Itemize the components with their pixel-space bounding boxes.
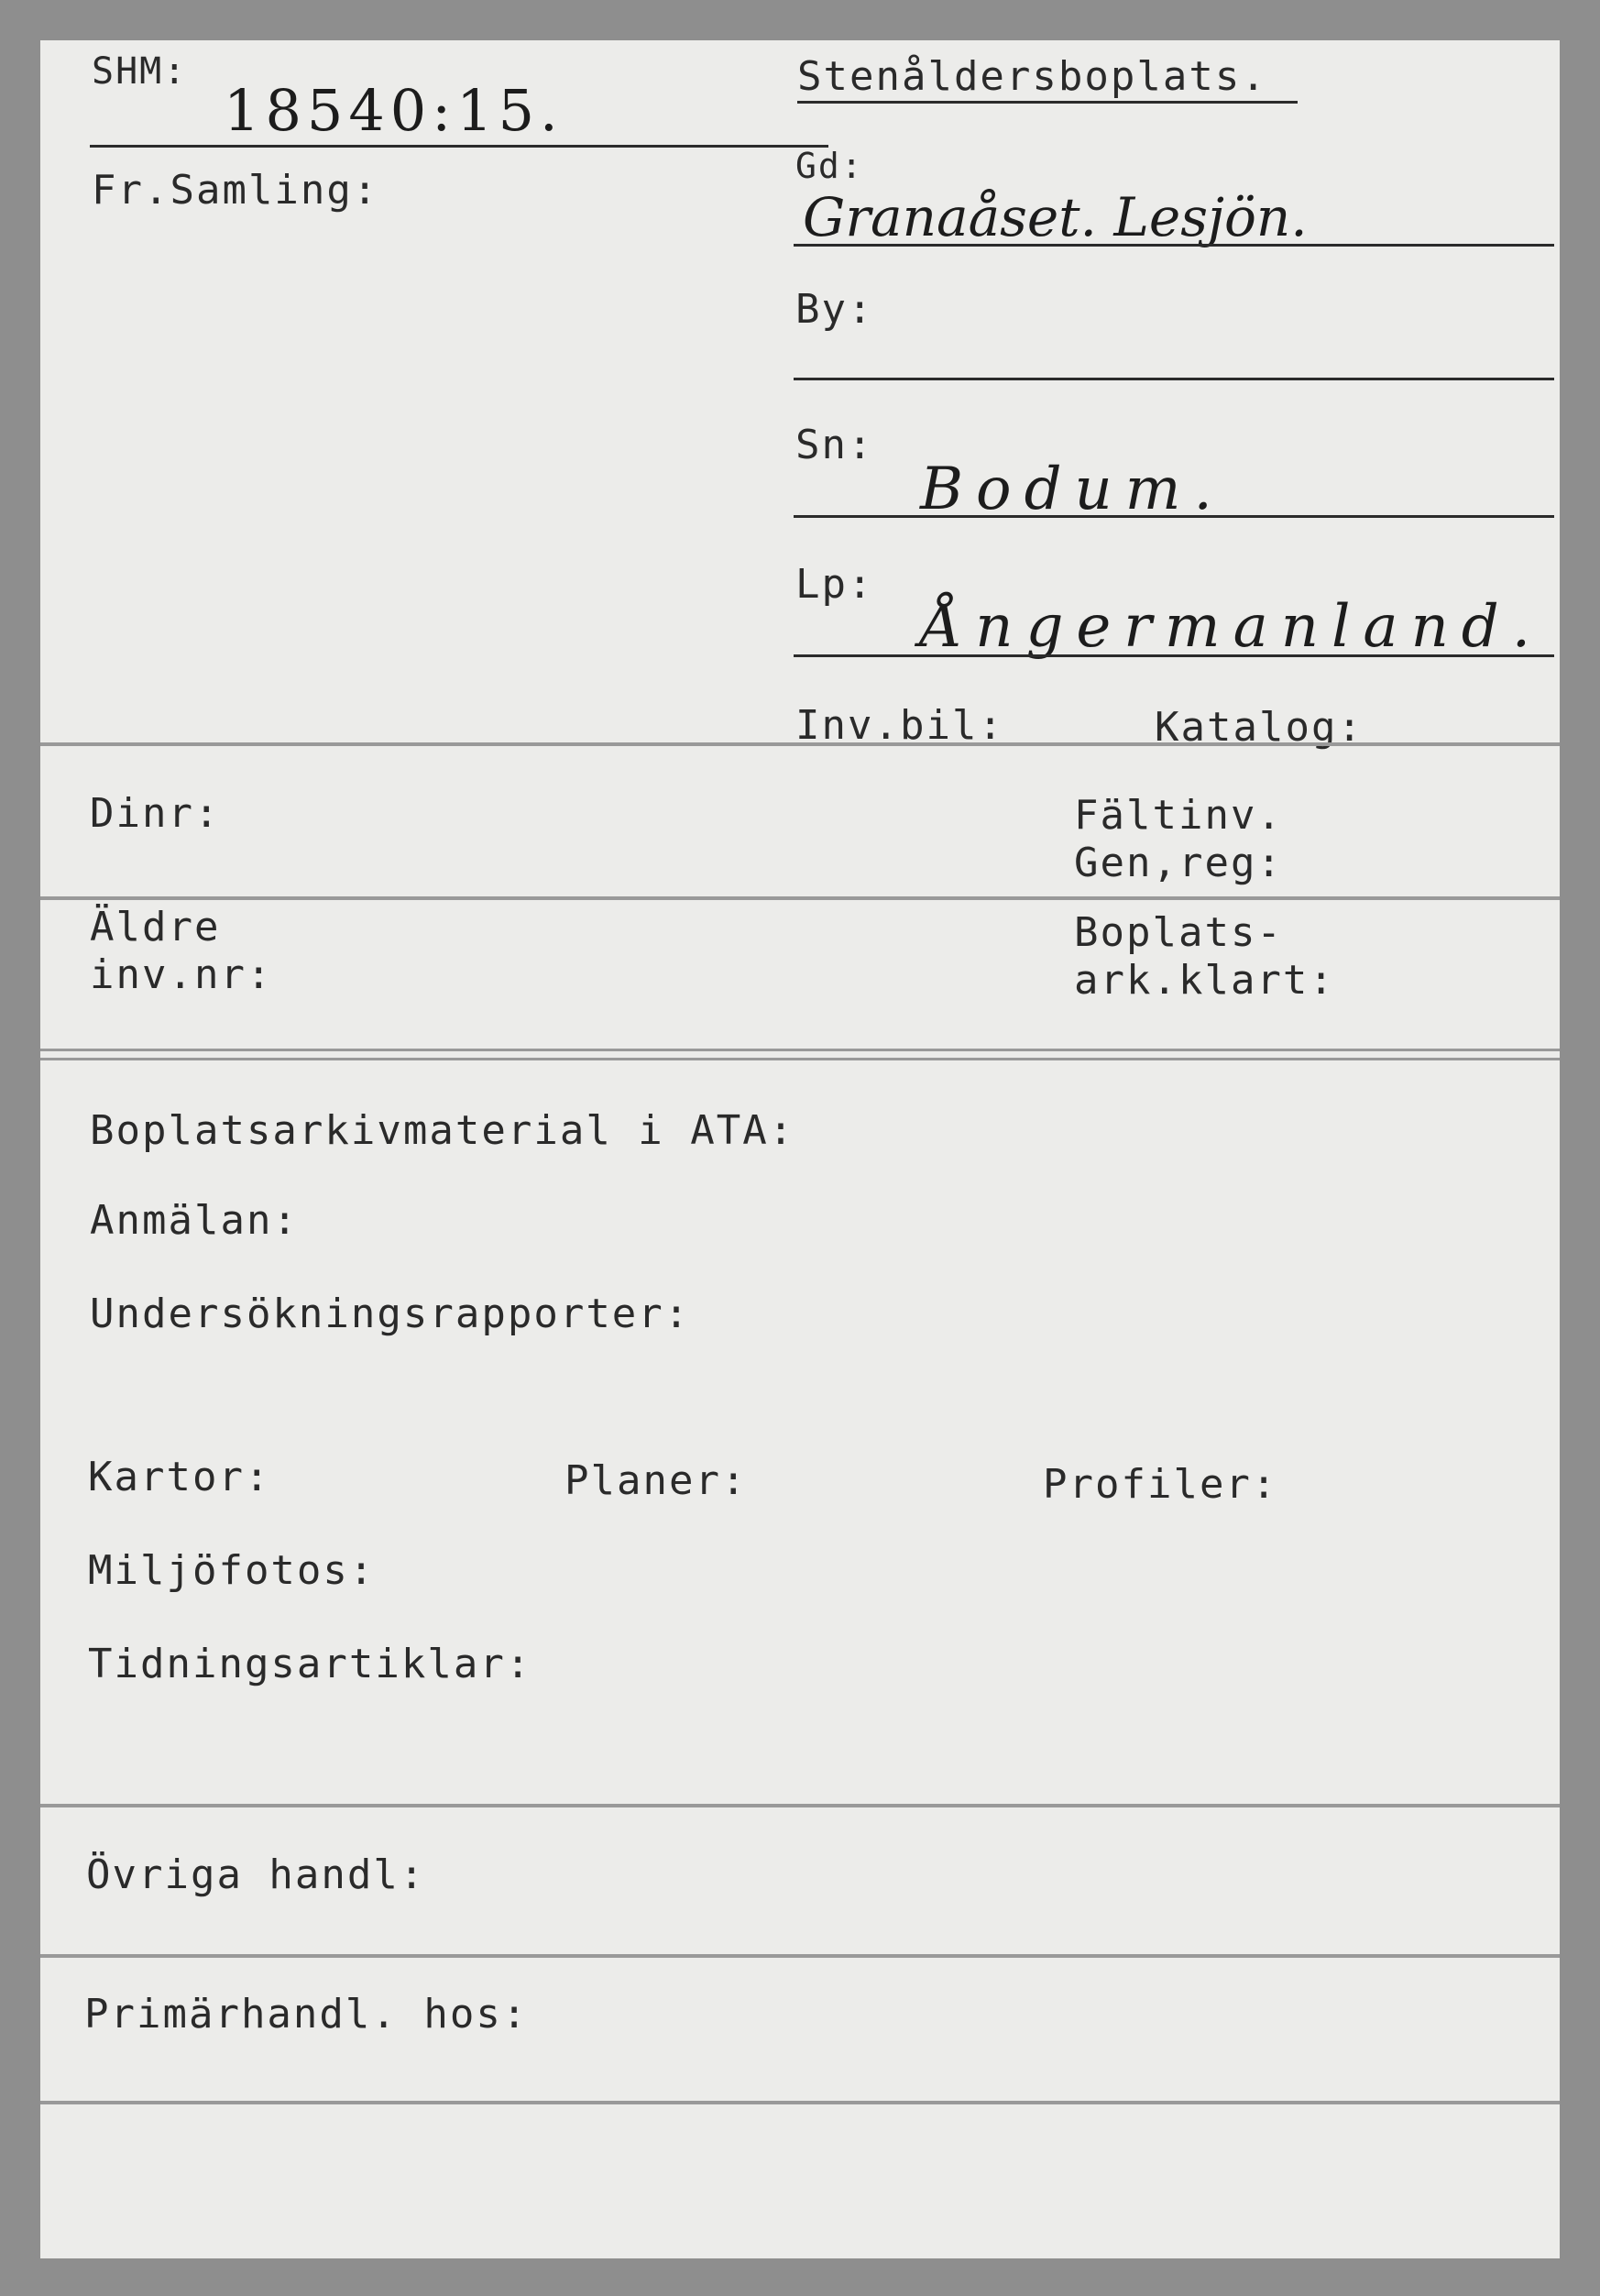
section-divider bbox=[40, 1804, 1560, 1807]
lp-value: Ångermanland. bbox=[920, 593, 1544, 661]
arkklart-label: ark.klart: bbox=[1074, 957, 1335, 1004]
profiler-label: Profiler: bbox=[1043, 1461, 1278, 1508]
katalog-label: Katalog: bbox=[1155, 704, 1364, 751]
kartor-label: Kartor: bbox=[88, 1454, 271, 1500]
sn-underline bbox=[794, 515, 1554, 518]
double-divider-top bbox=[40, 1049, 1560, 1051]
section-divider bbox=[40, 1954, 1560, 1958]
sn-label: Sn: bbox=[795, 422, 874, 468]
invnr-label: inv.nr: bbox=[90, 951, 273, 998]
sn-value: Bodum. bbox=[920, 456, 1225, 523]
shm-number: 18540:15. bbox=[224, 77, 564, 144]
gd-underline bbox=[794, 244, 1554, 247]
tidningsartiklar-label: Tidningsartiklar: bbox=[88, 1641, 532, 1687]
inv-bil-label: Inv.bil: bbox=[795, 702, 1004, 749]
by-underline bbox=[794, 378, 1554, 380]
primarhandl-label: Primärhandl. hos: bbox=[84, 1991, 529, 2038]
section-divider bbox=[40, 896, 1560, 900]
by-label: By: bbox=[795, 286, 874, 333]
faltinv-label: Fältinv. bbox=[1074, 792, 1283, 839]
fr-samling-label: Fr.Samling: bbox=[92, 167, 379, 214]
catalog-card bbox=[40, 40, 1560, 2258]
ovriga-handl-label: Övriga handl: bbox=[86, 1851, 426, 1898]
category-title: Stenåldersboplats. bbox=[797, 53, 1267, 100]
lp-label: Lp: bbox=[795, 561, 874, 608]
undersokningsrapporter-label: Undersökningsrapporter: bbox=[90, 1291, 691, 1337]
lp-underline bbox=[794, 654, 1554, 657]
miljofotos-label: Miljöfotos: bbox=[88, 1547, 376, 1594]
section-divider bbox=[40, 2101, 1560, 2104]
section-divider bbox=[40, 742, 1560, 746]
genreg-label: Gen,reg: bbox=[1074, 840, 1283, 886]
gd-value: Granaåset. Lesjön. bbox=[803, 186, 1308, 248]
shm-underline bbox=[90, 145, 828, 148]
shm-label: SHM: bbox=[92, 50, 188, 93]
category-underline bbox=[797, 101, 1298, 104]
anmalan-label: Anmälan: bbox=[90, 1197, 299, 1244]
boplats-label: Boplats- bbox=[1074, 909, 1283, 956]
dinr-label: Dinr: bbox=[90, 790, 221, 837]
double-divider-bottom bbox=[40, 1058, 1560, 1060]
planer-label: Planer: bbox=[564, 1457, 748, 1504]
boplatsarkiv-label: Boplatsarkivmaterial i ATA: bbox=[90, 1107, 795, 1154]
aldre-label: Äldre bbox=[90, 904, 221, 950]
gd-label: Gd: bbox=[795, 146, 864, 186]
